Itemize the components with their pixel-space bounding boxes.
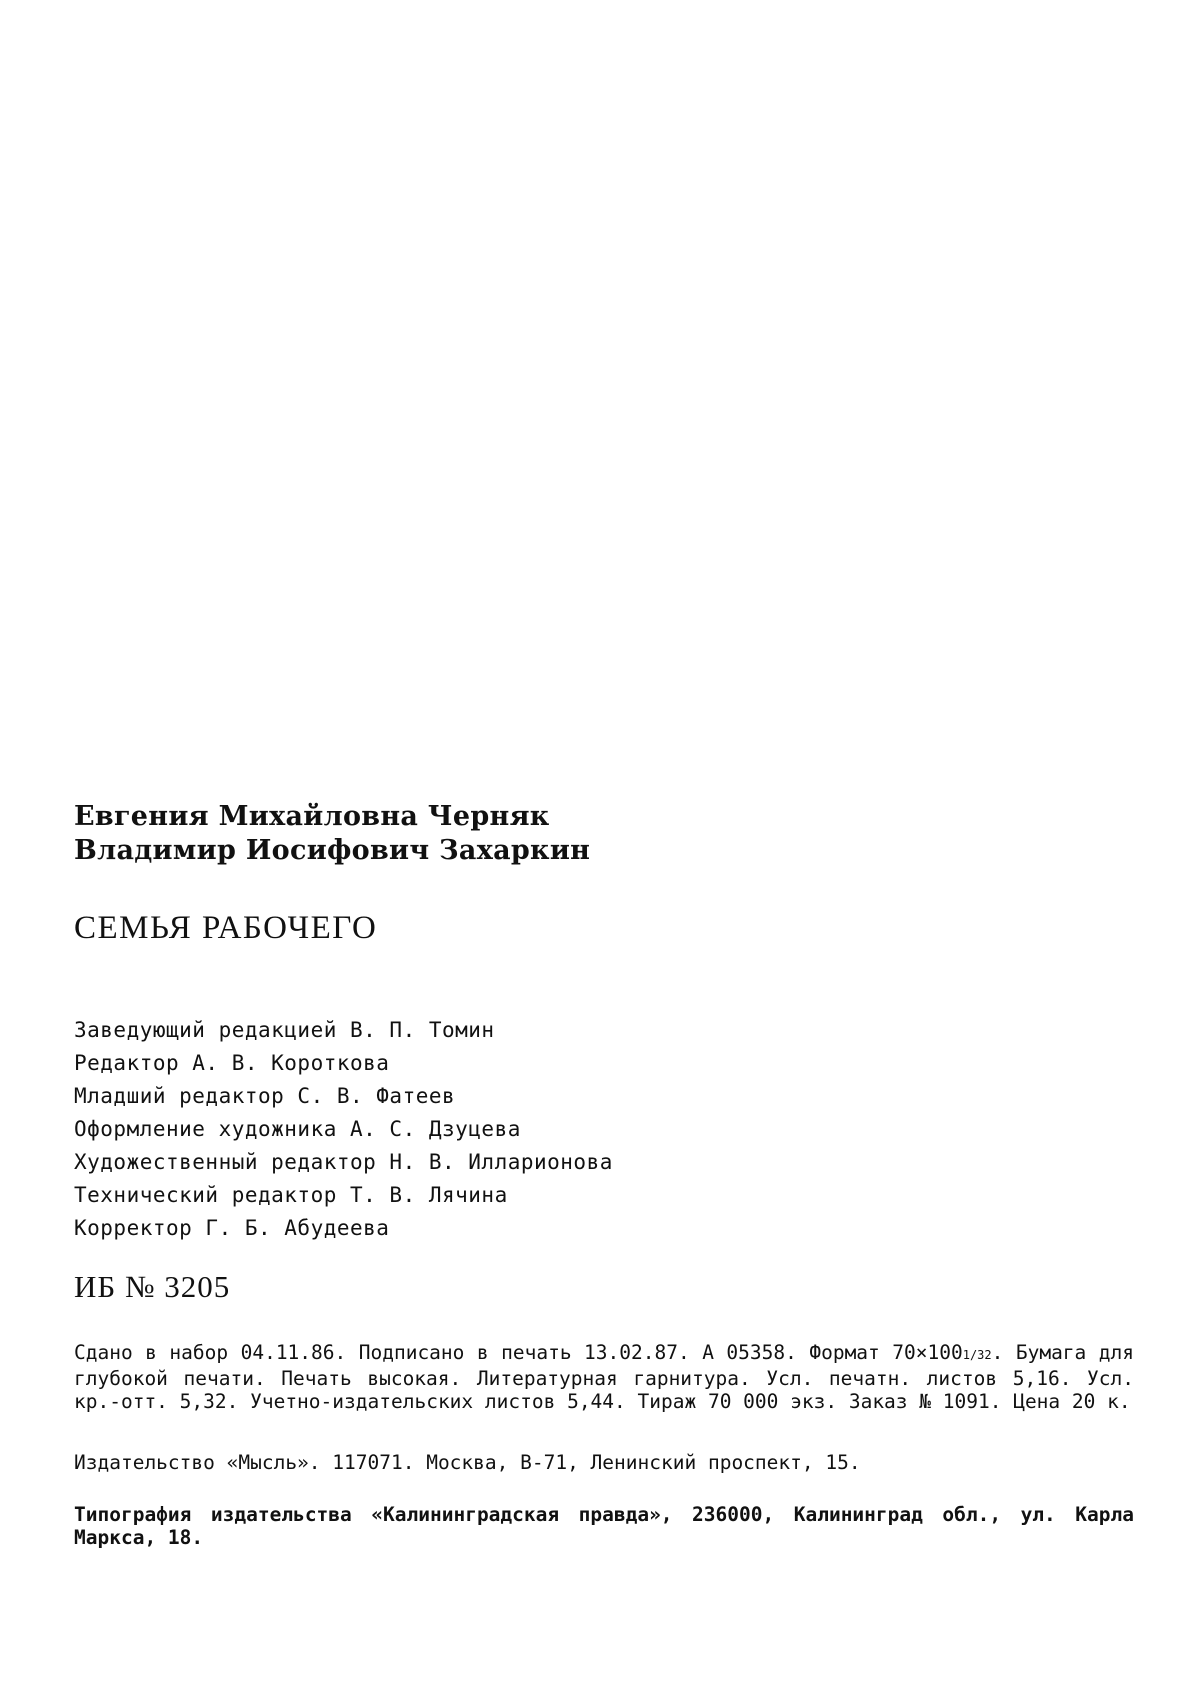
credit-junior-editor: Младший редактор С. В. Фатеев xyxy=(74,1084,456,1108)
print-details-part: Сдано в набор 04.11.86. Подписано в печать 13.02.87. А 05358. Формат 70×100 xyxy=(74,1341,963,1364)
colophon xyxy=(74,800,1134,1549)
credit-art-editor: Художественный редактор Н. В. Илларионова xyxy=(74,1150,613,1174)
credit-technical-editor: Технический редактор Т. В. Лячина xyxy=(74,1183,508,1207)
print-details xyxy=(74,1341,1134,1413)
author-name: Евгения Михайловна Черняк xyxy=(74,801,550,832)
printer-address: Типография издательства «Калининградская правда», 236000, Калининград обл., ул. Карла Маркса, 18. xyxy=(74,1503,1134,1549)
authors xyxy=(74,800,1134,868)
ib-number: ИБ № 3205 xyxy=(74,1269,231,1304)
credit-editor: Редактор А. В. Короткова xyxy=(74,1051,390,1075)
author-name: Владимир Иосифович Захаркин xyxy=(74,835,591,866)
credit-head-of-editorial: Заведующий редакцией В. П. Томин xyxy=(74,1018,495,1042)
credits-list xyxy=(74,1014,1134,1245)
publisher-address: Издательство «Мысль». 117071. Москва, В-71, Ленинский проспект, 15. xyxy=(74,1451,861,1474)
credit-cover-design: Оформление художника А. С. Дзуцева xyxy=(74,1117,521,1141)
print-details-part: . Бумага для глубокой печати. Печать высокая. Литературная гарнитура. Усл. печатн. листов 5,16. Усл. кр.-отт. 5,32. Учетно-издательских листов 5,44. Тираж 70 000 экз. Заказ № 1091. Цена 20 к. xyxy=(74,1341,1134,1413)
book-title: СЕМЬЯ РАБОЧЕГО xyxy=(74,910,378,946)
credit-proofreader: Корректор Г. Б. Абудеева xyxy=(74,1216,390,1240)
format-fraction: 1/32 xyxy=(962,1348,992,1362)
